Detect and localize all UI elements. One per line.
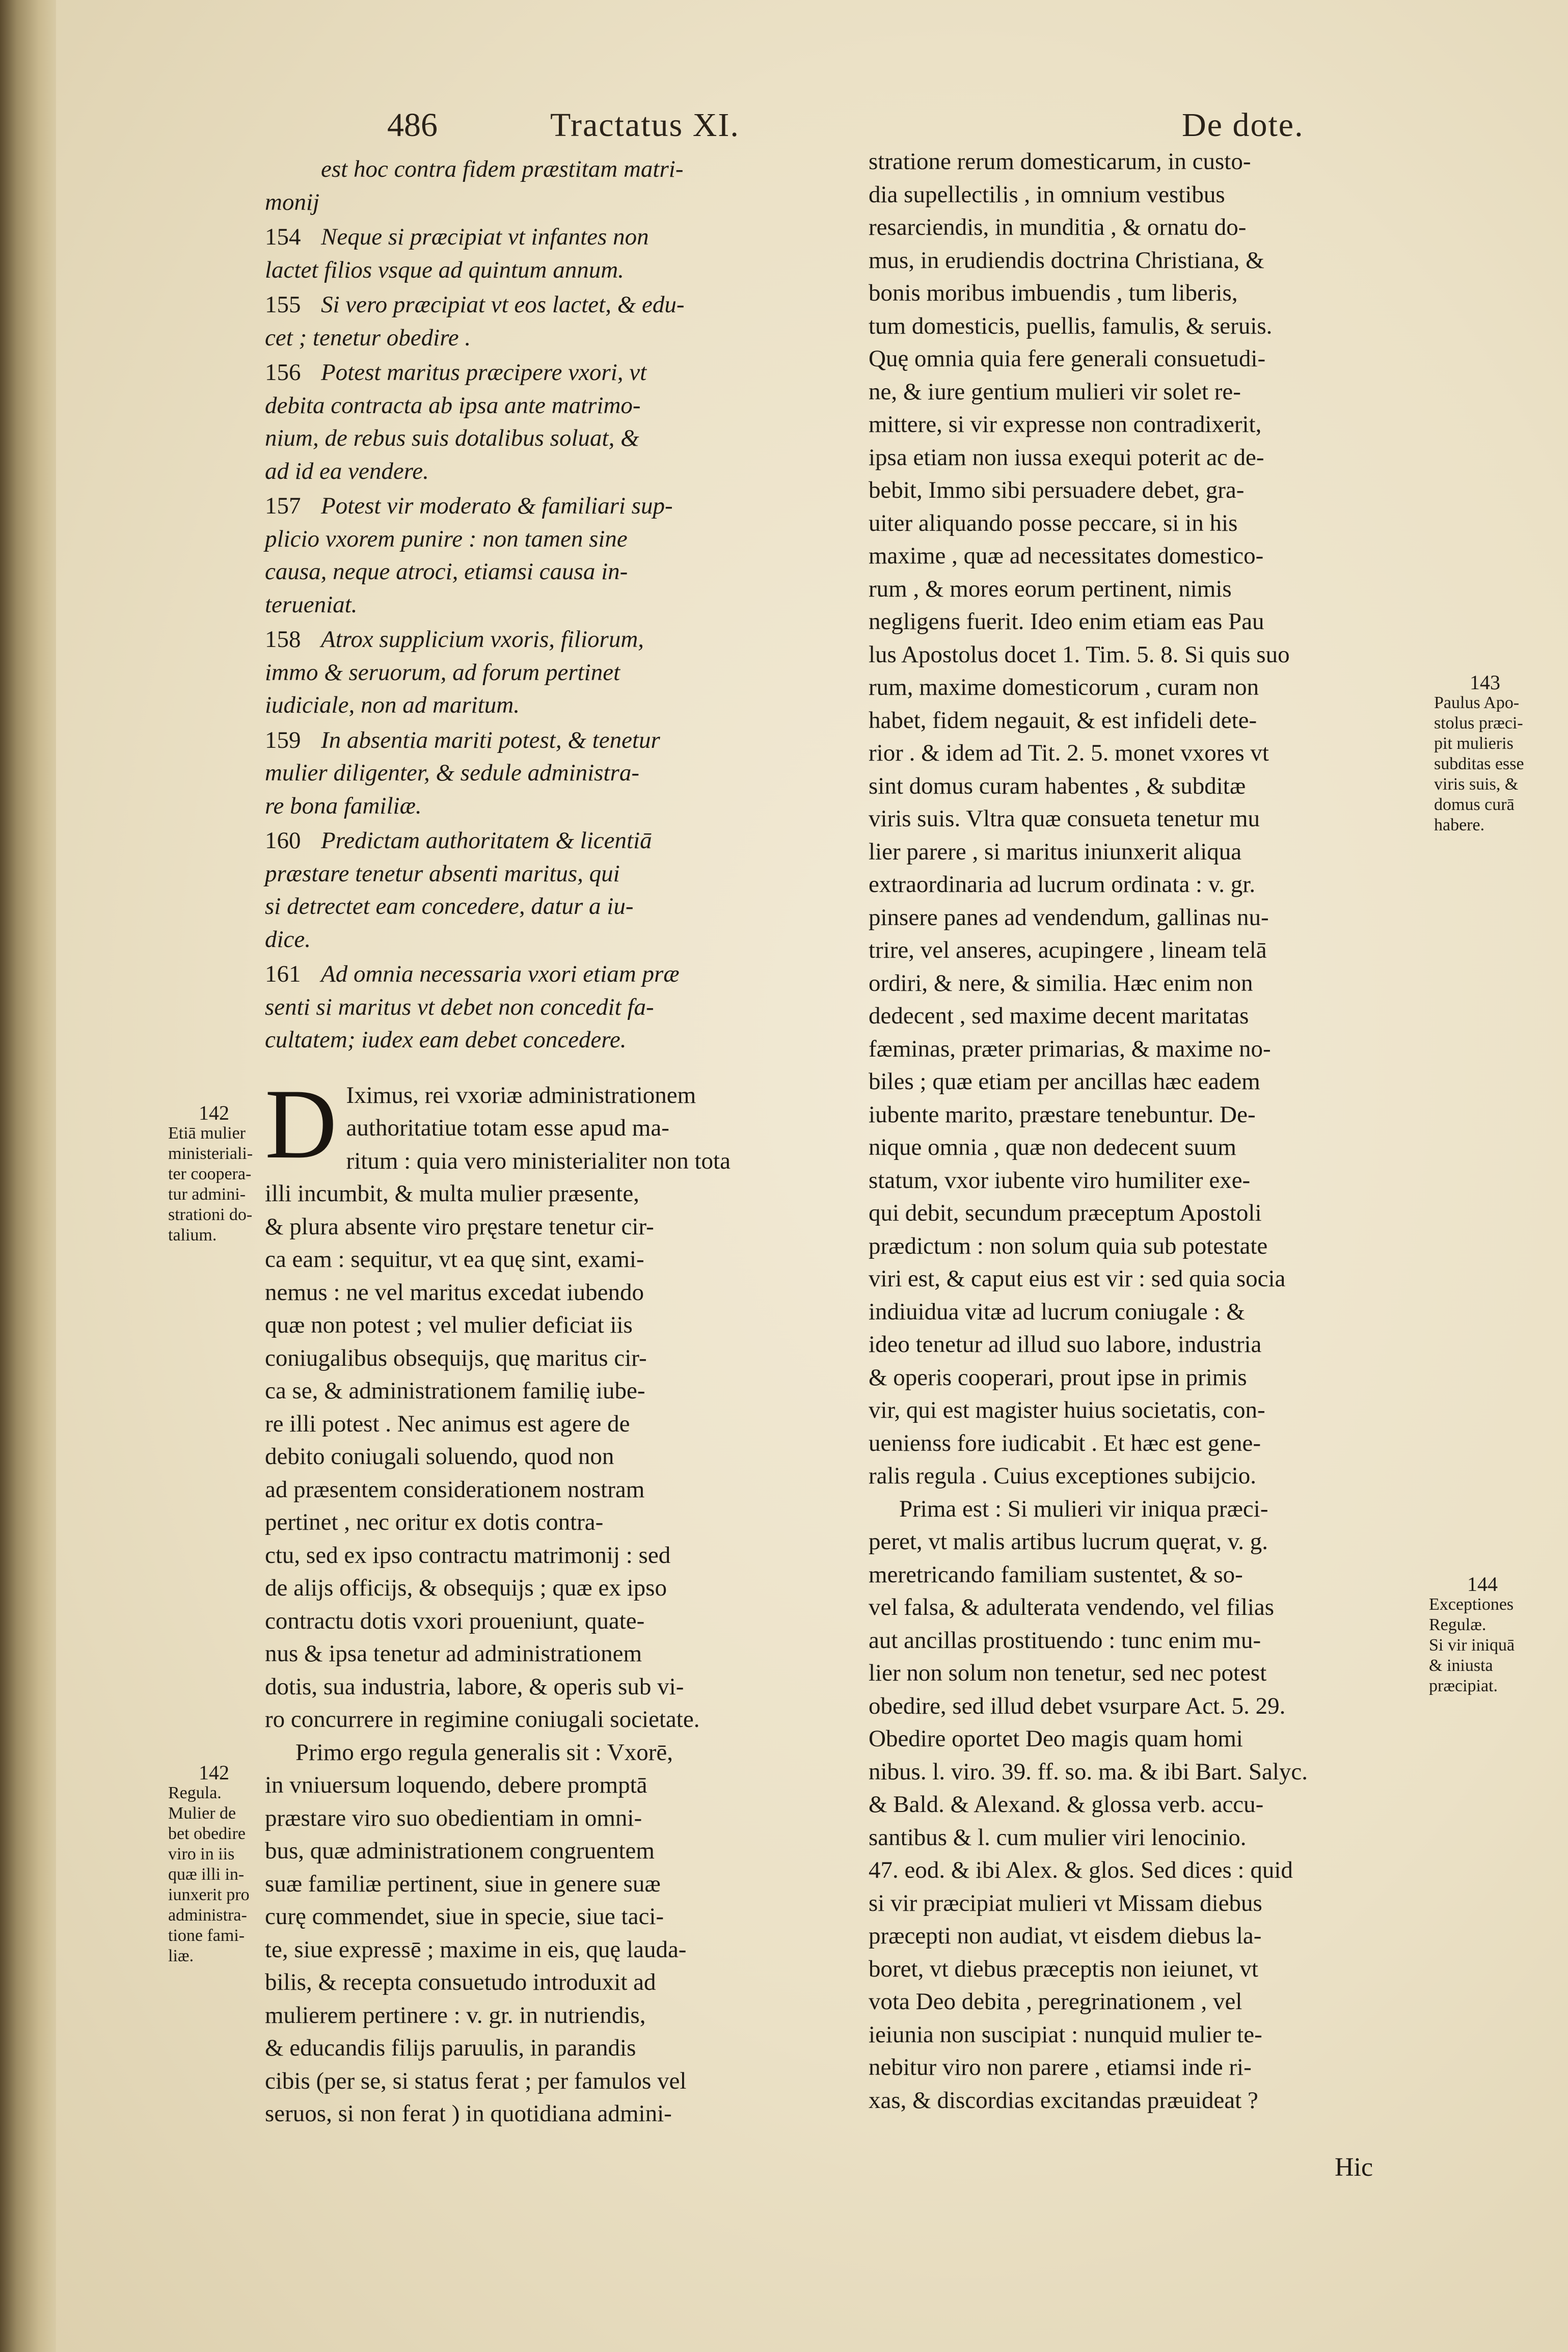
summary-line bbox=[265, 623, 841, 656]
summary-line bbox=[265, 656, 841, 689]
text-line: vel falsa, & adulterata vendendo, vel filias bbox=[869, 1594, 1275, 1620]
text-line: ca se, & administrationem familię iube- bbox=[265, 1377, 645, 1404]
summary-text: Potest maritus præcipere vxori, vt bbox=[321, 359, 647, 386]
book-gutter-edge bbox=[0, 0, 56, 2352]
summary-text: senti si maritus vt debet non concedit fa- bbox=[265, 993, 654, 1020]
summary-line bbox=[265, 455, 841, 488]
summary-text: debita contracta ab ipsa ante matrimo- bbox=[265, 392, 641, 419]
text-line: rior . & idem ad Tit. 2. 5. monet vxores vt bbox=[869, 740, 1269, 766]
text-line: indiuidua vitæ ad lucrum coniugale : & bbox=[869, 1298, 1245, 1325]
text-line: bebit, Immo sibi persuadere debet, gra- bbox=[869, 477, 1245, 503]
summary-text: re bona familiæ. bbox=[265, 792, 422, 819]
margin-note-line: & iniusta bbox=[1429, 1656, 1493, 1675]
text-line: te, siue expressē ; maxime in eis, quę lauda- bbox=[265, 1936, 687, 1963]
text-line: lus Apostolus docet 1. Tim. 5. 8. Si quis suo bbox=[869, 641, 1290, 668]
summary-line bbox=[321, 153, 841, 186]
summary-line bbox=[265, 890, 841, 923]
summary-line bbox=[265, 389, 841, 422]
margin-note-line: strationi do- bbox=[168, 1205, 253, 1224]
text-line: Prima est : Si mulieri vir iniqua præci- bbox=[899, 1495, 1268, 1522]
text-line: lier parere , si maritus iniunxerit aliqua bbox=[869, 838, 1242, 865]
summary-text: monij bbox=[265, 188, 320, 215]
text-line: uiter aliquando posse peccare, si in his bbox=[869, 509, 1238, 536]
summary-line bbox=[265, 254, 841, 287]
summary-text: iudiciale, non ad maritum. bbox=[265, 692, 520, 718]
right-column bbox=[869, 145, 1452, 2117]
text-line: trire, vel anseres, acupingere , lineam telā bbox=[869, 937, 1267, 963]
summary-line bbox=[265, 221, 841, 254]
summary-text: nium, de rebus suis dotalibus soluat, & bbox=[265, 425, 639, 451]
text-line: uenienss fore iudicabit . Et hæc est gene- bbox=[869, 1429, 1261, 1456]
text-line: prædictum : non solum quia sub potestate bbox=[869, 1232, 1268, 1259]
text-line: lier non solum non tenetur, sed nec potest bbox=[869, 1660, 1267, 1686]
summary-line bbox=[265, 422, 841, 455]
summary-text: Si vero præcipiat vt eos lactet, & edu- bbox=[321, 291, 685, 318]
text-line: in vniuersum loquendo, debere promptā bbox=[265, 1772, 647, 1798]
summary-text: plicio vxorem punire : non tamen sine bbox=[265, 525, 628, 552]
margin-note-line: viro in iis bbox=[168, 1845, 235, 1863]
text-line: ralis regula . Cuius exceptiones subijcio. bbox=[869, 1463, 1256, 1489]
margin-note-number: 142 bbox=[199, 1101, 229, 1124]
text-line: quæ non potest ; vel mulier deficiat iis bbox=[265, 1312, 633, 1338]
text-line: bus, quæ administrationem congruentem bbox=[265, 1837, 655, 1864]
text-line: viris suis. Vltra quæ consueta tenetur mu bbox=[869, 805, 1260, 832]
summary-line bbox=[265, 857, 841, 890]
summary-line bbox=[265, 689, 841, 722]
text-line: stratione rerum domesticarum, in custo- bbox=[869, 148, 1251, 175]
summary-line bbox=[265, 991, 841, 1024]
summary-line bbox=[265, 724, 841, 757]
text-line: ideo tenetur ad illud suo labore, industria bbox=[869, 1331, 1262, 1358]
text-line: extraordinaria ad lucrum ordinata : v. gr. bbox=[869, 871, 1256, 898]
text-line: cibis (per se, si status ferat ; per famulos vel bbox=[265, 2067, 687, 2094]
text-line: peret, vt malis artibus lucrum quęrat, v. g. bbox=[869, 1528, 1268, 1555]
text-line: viri est, & caput eius est vir : sed quia socia bbox=[869, 1265, 1286, 1292]
margin-note-line: viris suis, & bbox=[1434, 775, 1519, 794]
summary-text: In absentia mariti potest, & tenetur bbox=[321, 726, 660, 753]
text-line: negligens fuerit. Ideo enim etiam eas Pau bbox=[869, 608, 1264, 635]
text-line: meretricando familiam sustentet, & so- bbox=[869, 1561, 1243, 1588]
text-line: bilis, & recepta consuetudo introduxit ad bbox=[265, 1969, 656, 1995]
summary-text: ad id ea vendere. bbox=[265, 457, 429, 484]
text-line: Iximus, rei vxoriæ administrationem bbox=[346, 1082, 696, 1109]
summary-number: 156 bbox=[265, 359, 301, 386]
text-line: dotis, sua industria, labore, & operis sub vi- bbox=[265, 1673, 684, 1700]
summary-text: Neque si præcipiat vt infantes non bbox=[321, 224, 649, 250]
text-line: vota Deo debita , peregrinationem , vel bbox=[869, 1988, 1242, 2015]
margin-note-line: liæ. bbox=[168, 1947, 194, 1965]
summary-text: lactet filios vsque ad quintum annum. bbox=[265, 256, 624, 283]
text-line: authoritatiue totam esse apud ma- bbox=[346, 1115, 669, 1141]
summary-number: 159 bbox=[265, 726, 301, 753]
summary-text: dice. bbox=[265, 926, 311, 953]
margin-note-142b bbox=[168, 1763, 260, 1966]
summary-item bbox=[265, 490, 841, 621]
summary-item bbox=[265, 824, 841, 956]
text-line: suæ familiæ pertinent, siue in genere suæ bbox=[265, 1870, 661, 1897]
text-line: fæminas, præter primarias, & maxime no- bbox=[869, 1035, 1271, 1062]
right-paragraph-2 bbox=[869, 1493, 1452, 2117]
summary-number: 161 bbox=[265, 961, 301, 987]
summary-item bbox=[265, 958, 841, 1057]
margin-note-line: ter coopera- bbox=[168, 1165, 252, 1183]
text-line: curę commendet, siue in specie, siue taci- bbox=[265, 1903, 664, 1930]
text-line: nemus : ne vel maritus excedat iubendo bbox=[265, 1279, 644, 1306]
text-line: nebitur viro non parere , etiamsi inde ri- bbox=[869, 2054, 1252, 2080]
summary-text: terueniat. bbox=[265, 591, 358, 618]
text-line: tum domesticis, puellis, famulis, & seruis. bbox=[869, 312, 1273, 339]
page-number: 486 bbox=[387, 106, 438, 144]
margin-note-line: Regulæ. bbox=[1429, 1615, 1486, 1634]
summary-line bbox=[265, 288, 841, 321]
summary-text: est hoc contra fidem præstitam matri- bbox=[321, 156, 684, 182]
margin-note-line: domus curā bbox=[1434, 795, 1515, 814]
text-line: mulierem pertinere : v. gr. in nutriendis, bbox=[265, 2002, 646, 2029]
summary-line bbox=[265, 523, 841, 556]
text-line: santibus & l. cum mulier viri lenocinio. bbox=[869, 1824, 1247, 1851]
text-line: rum , & mores eorum pertinent, nimis bbox=[869, 575, 1232, 602]
summary-text: Potest vir moderato & familiari sup- bbox=[321, 493, 673, 519]
margin-note-142a bbox=[168, 1103, 260, 1246]
summary-item bbox=[265, 153, 841, 219]
summary-number: 158 bbox=[265, 626, 301, 653]
text-line: & operis cooperari, prout ipse in primis bbox=[869, 1364, 1247, 1391]
margin-note-line: Si vir iniquā bbox=[1429, 1636, 1515, 1655]
margin-note-line: Mulier de bbox=[168, 1804, 236, 1823]
summary-text: Predictam authoritatem & licentiā bbox=[321, 827, 652, 854]
summary-line bbox=[265, 790, 841, 823]
text-line: ne, & iure gentium mulieri vir solet re- bbox=[869, 378, 1241, 405]
summary-line bbox=[265, 958, 841, 991]
margin-note-line: habere. bbox=[1434, 816, 1485, 834]
summary-text: cet ; tenetur obedire . bbox=[265, 324, 471, 351]
margin-note-line: iunxerit pro bbox=[168, 1885, 250, 1904]
text-line: sint domus curam habentes , & subditæ bbox=[869, 772, 1246, 799]
text-line: dedecent , sed maxime decent maritatas bbox=[869, 1003, 1249, 1029]
text-line: statum, vxor iubente viro humiliter exe- bbox=[869, 1167, 1251, 1194]
summary-line bbox=[265, 588, 841, 621]
margin-note-line: talium. bbox=[168, 1226, 217, 1245]
summary-text: præstare tenetur absenti maritus, qui bbox=[265, 860, 620, 887]
text-line: contractu dotis vxori proueniunt, quate- bbox=[265, 1607, 645, 1634]
summary-text: causa, neque atroci, etiamsi causa in- bbox=[265, 558, 628, 585]
margin-note-number: 143 bbox=[1470, 671, 1500, 694]
text-line: ipsa etiam non iussa exequi poterit ac de- bbox=[869, 444, 1264, 471]
left-paragraph-2 bbox=[265, 1736, 841, 2130]
summary-item bbox=[265, 724, 841, 823]
text-line: seruos, si non ferat ) in quotidiana admini- bbox=[265, 2100, 672, 2127]
text-line: maxime , quæ ad necessitates domestico- bbox=[869, 543, 1264, 569]
margin-note-line: ministeriali- bbox=[168, 1144, 253, 1163]
summary-item bbox=[265, 288, 841, 354]
margin-note-line: administra- bbox=[168, 1906, 247, 1925]
summary-line bbox=[265, 555, 841, 588]
text-line: qui debit, secundum præceptum Apostoli bbox=[869, 1200, 1262, 1226]
summary-line bbox=[265, 186, 841, 219]
summary-line bbox=[265, 923, 841, 956]
left-column bbox=[265, 153, 841, 2130]
text-line: ro concurrere in regimine coniugali societate. bbox=[265, 1706, 700, 1733]
text-line: 47. eod. & ibi Alex. & glos. Sed dices : quid bbox=[869, 1857, 1293, 1883]
text-line: vir, qui est magister huius societatis, con- bbox=[869, 1397, 1265, 1423]
summary-line bbox=[265, 321, 841, 355]
text-line: Quę omnia quia fere generali consuetudi- bbox=[869, 345, 1266, 372]
running-title: Tractatus XI. bbox=[550, 106, 740, 144]
text-line: coniugalibus obsequijs, quę maritus cir- bbox=[265, 1344, 647, 1371]
margin-note-line: Regula. bbox=[168, 1783, 222, 1802]
summary-text: Atrox supplicium vxoris, filiorum, bbox=[321, 626, 644, 653]
text-line: illi incumbit, & multa mulier præsente, bbox=[265, 1180, 639, 1207]
summary-number: 155 bbox=[265, 291, 301, 318]
summary-list bbox=[265, 153, 841, 1057]
summary-line bbox=[265, 490, 841, 523]
margin-note-line: Exceptiones bbox=[1429, 1595, 1514, 1614]
summary-text: Ad omnia necessaria vxori etiam præ bbox=[321, 961, 680, 987]
text-line: ctu, sed ex ipso contractu matrimonij : sed bbox=[265, 1542, 671, 1569]
text-line: re illi potest . Nec animus est agere de bbox=[265, 1410, 630, 1437]
summary-line bbox=[265, 356, 841, 389]
margin-note-number: 144 bbox=[1467, 1573, 1498, 1596]
text-line: si vir præcipiat mulieri vt Missam diebus bbox=[869, 1889, 1262, 1916]
text-line: ieiunia non suscipiat : nunquid mulier te- bbox=[869, 2021, 1262, 2048]
margin-note-line: stolus præci- bbox=[1434, 714, 1523, 733]
text-line: ad præsentem considerationem nostram bbox=[265, 1476, 645, 1503]
text-line: bonis moribus imbuendis , tum liberis, bbox=[869, 280, 1238, 306]
text-line: ritum : quia vero ministerialiter non tota bbox=[346, 1147, 731, 1174]
text-line: biles ; quæ etiam per ancillas hæc eadem bbox=[869, 1068, 1260, 1095]
right-paragraph-1 bbox=[869, 145, 1452, 1493]
margin-note-line: subditas esse bbox=[1434, 754, 1524, 773]
page-header bbox=[56, 97, 1568, 153]
left-body-text bbox=[265, 1068, 841, 2130]
margin-note-line: præcipiat. bbox=[1429, 1677, 1498, 1695]
text-line: pinsere panes ad vendendum, gallinas nu- bbox=[869, 904, 1269, 931]
summary-item bbox=[265, 221, 841, 286]
text-line: Primo ergo regula generalis sit : Vxorē, bbox=[295, 1739, 673, 1766]
summary-item bbox=[265, 623, 841, 722]
margin-note-line: tur admini- bbox=[168, 1185, 246, 1204]
margin-note-line: bet obedire bbox=[168, 1824, 246, 1843]
text-line: rum, maxime domesticorum , curam non bbox=[869, 674, 1259, 700]
margin-note-line: pit mulieris bbox=[1434, 734, 1513, 753]
text-line: præcepti non audiat, vt eisdem diebus la- bbox=[869, 1923, 1262, 1949]
margin-note-line: Paulus Apo- bbox=[1434, 693, 1520, 712]
text-line: iubente marito, præstare tenebuntur. De- bbox=[869, 1101, 1256, 1128]
text-line: debito coniugali soluendo, quod non bbox=[265, 1443, 614, 1470]
margin-note-number: 142 bbox=[199, 1761, 229, 1784]
summary-text: immo & seruorum, ad forum pertinet bbox=[265, 659, 620, 686]
text-line: xas, & discordias excitandas præuideat ? bbox=[869, 2087, 1258, 2114]
catchword: Hic bbox=[1335, 2153, 1373, 2182]
text-line: pertinet , nec oritur ex dotis contra- bbox=[265, 1509, 604, 1535]
margin-note-line: Etiā mulier bbox=[168, 1124, 246, 1143]
text-line: præstare viro suo obedientiam in omni- bbox=[265, 1804, 642, 1831]
summary-number: 154 bbox=[265, 224, 301, 250]
margin-note-line: tione fami- bbox=[168, 1926, 245, 1945]
text-line: ca eam : sequitur, vt ea quę sint, exami- bbox=[265, 1246, 644, 1273]
summary-line bbox=[265, 1023, 841, 1057]
text-line: obedire, sed illud debet vsurpare Act. 5. 29. bbox=[869, 1692, 1286, 1719]
left-paragraph-1 bbox=[265, 1068, 841, 1736]
summary-text: cultatem; iudex eam debet concedere. bbox=[265, 1026, 627, 1053]
summary-text: si detrectet eam concedere, datur a iu- bbox=[265, 893, 634, 920]
drop-cap: D bbox=[265, 1068, 337, 1179]
running-title-right: De dote. bbox=[1182, 106, 1304, 144]
text-line: aut ancillas prostituendo : tunc enim mu- bbox=[869, 1627, 1261, 1654]
margin-note-143 bbox=[1434, 672, 1536, 835]
summary-number: 157 bbox=[265, 493, 301, 519]
summary-item bbox=[265, 356, 841, 488]
text-line: ordiri, & nere, & similia. Hæc enim non bbox=[869, 969, 1253, 996]
text-line: nibus. l. viro. 39. ff. so. ma. & ibi Bart. Salyc. bbox=[869, 1758, 1308, 1785]
text-line: mittere, si vir expresse non contradixerit, bbox=[869, 411, 1262, 438]
text-line: de alijs officijs, & obsequijs ; quæ ex ipso bbox=[265, 1575, 667, 1601]
summary-number: 160 bbox=[265, 827, 301, 854]
text-line: mus, in erudiendis doctrina Christiana, & bbox=[869, 247, 1264, 274]
summary-line bbox=[265, 756, 841, 790]
text-line: boret, vt diebus præceptis non ieiunet, vt bbox=[869, 1955, 1258, 1982]
margin-note-line: quæ illi in- bbox=[168, 1865, 245, 1884]
text-line: & plura absente viro pręstare tenetur cir- bbox=[265, 1213, 654, 1240]
text-line: & Bald. & Alexand. & glossa verb. accu- bbox=[869, 1791, 1264, 1818]
text-line: dia supellectilis , in omnium vestibus bbox=[869, 181, 1225, 208]
text-line: Obedire oportet Deo magis quam homi bbox=[869, 1725, 1243, 1752]
summary-text: mulier diligenter, & sedule administra- bbox=[265, 760, 639, 786]
summary-line bbox=[265, 824, 841, 857]
text-line: & educandis filijs paruulis, in parandis bbox=[265, 2035, 636, 2061]
text-line: nique omnia , quæ non dedecent suum bbox=[869, 1134, 1236, 1160]
text-line: habet, fidem negauit, & est infideli dete- bbox=[869, 707, 1257, 734]
margin-note-144 bbox=[1429, 1574, 1536, 1696]
text-line: nus & ipsa tenetur ad administrationem bbox=[265, 1640, 642, 1667]
text-line: resarciendis, in munditia , & ornatu do- bbox=[869, 214, 1247, 240]
